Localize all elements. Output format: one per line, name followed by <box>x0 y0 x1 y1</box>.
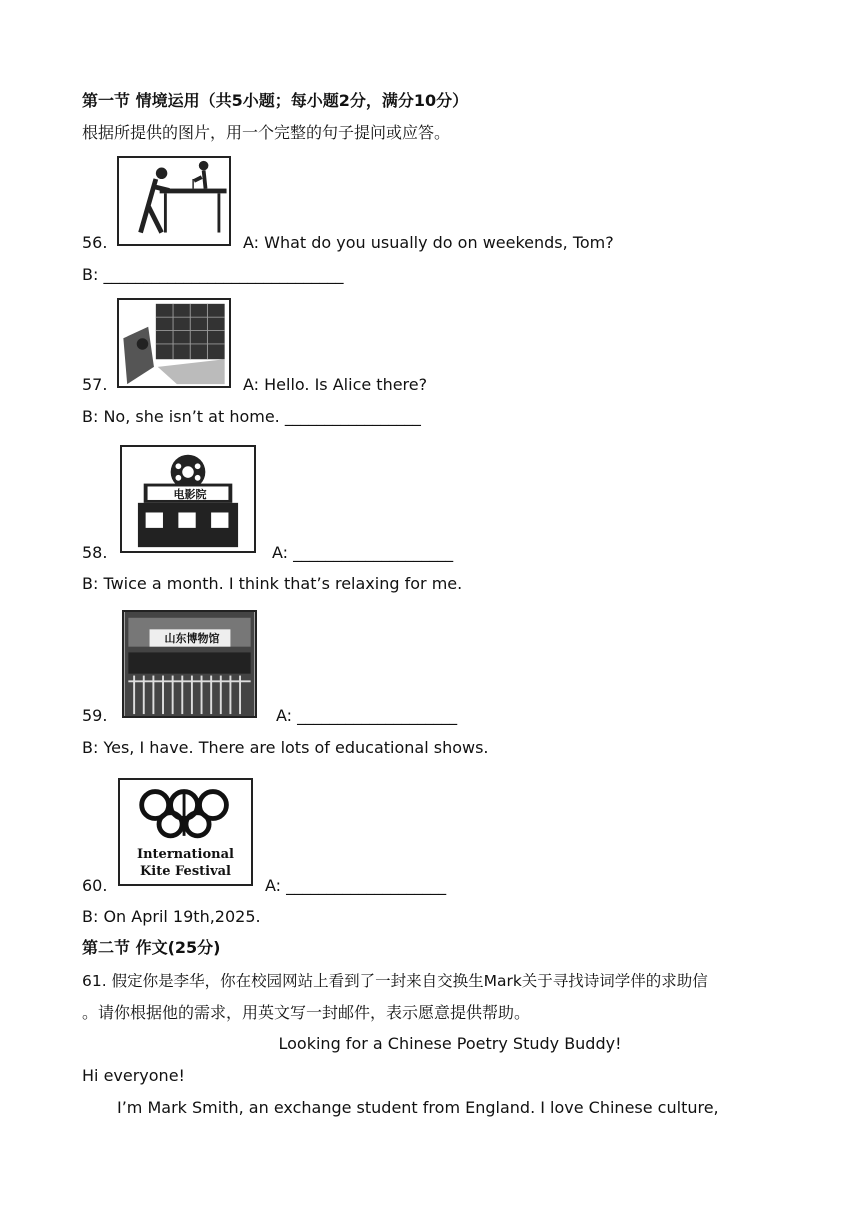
cinema-picture <box>120 445 256 553</box>
question-a-line: A: ____________________ <box>272 543 454 562</box>
question-number: 59. <box>82 706 108 725</box>
letter-body-line: I’m Mark Smith, an exchange student from England. I love Chinese culture, <box>117 1098 719 1117</box>
letter-greeting: Hi everyone! <box>82 1066 185 1085</box>
question-number: 58. <box>82 543 108 562</box>
table-tennis-picture <box>117 156 231 246</box>
question-number: 57. <box>82 375 108 394</box>
kite-logo-text-line1: International <box>137 847 234 862</box>
question-number: 60. <box>82 876 108 895</box>
letter-title: Looking for a Chinese Poetry Study Buddy! <box>278 1034 622 1053</box>
question-number: 56. <box>82 233 108 252</box>
question-b-line: B: On April 19th,2025. <box>82 907 261 926</box>
museum-picture <box>122 610 257 718</box>
question-b-line: B: Twice a month. I think that’s relaxing for me. <box>82 574 463 593</box>
question-b-line: B: Yes, I have. There are lots of educational shows. <box>82 738 489 757</box>
question-a-line: A: What do you usually do on weekends, Tom? <box>243 233 614 252</box>
writing-prompt-line2: 。请你根据他的需求，用英文写一封邮件，表示愿意提供帮助。 <box>82 1003 531 1022</box>
question-a-line: A: ____________________ <box>276 706 458 725</box>
kite-festival-logo <box>118 778 253 886</box>
question-a-line: A: Hello. Is Alice there? <box>243 375 428 394</box>
kite-logo-text-line2: Kite Festival <box>139 864 231 879</box>
section2-title: 第二节 作文(25分) <box>82 938 221 957</box>
question-b-line: B: No, she isn’t at home. _________________ <box>82 407 421 426</box>
question-a-line: A: ____________________ <box>265 876 447 895</box>
library-picture <box>117 298 231 388</box>
museum-sign-text: 山东博物馆 <box>164 632 220 645</box>
section1-title: 第一节 情境运用（共5小题；每小题2分，满分10分） <box>82 91 469 110</box>
cinema-sign-text: 电影院 <box>173 488 207 501</box>
section1-instruction: 根据所提供的图片，用一个完整的句子提问或应答。 <box>82 123 451 142</box>
question-b-line: B: ______________________________ <box>82 265 344 284</box>
writing-prompt-line1: 61. 假定你是李华，你在校园网站上看到了一封来自交换生Mark关于寻找诗词学伴的求助信 <box>82 972 708 990</box>
